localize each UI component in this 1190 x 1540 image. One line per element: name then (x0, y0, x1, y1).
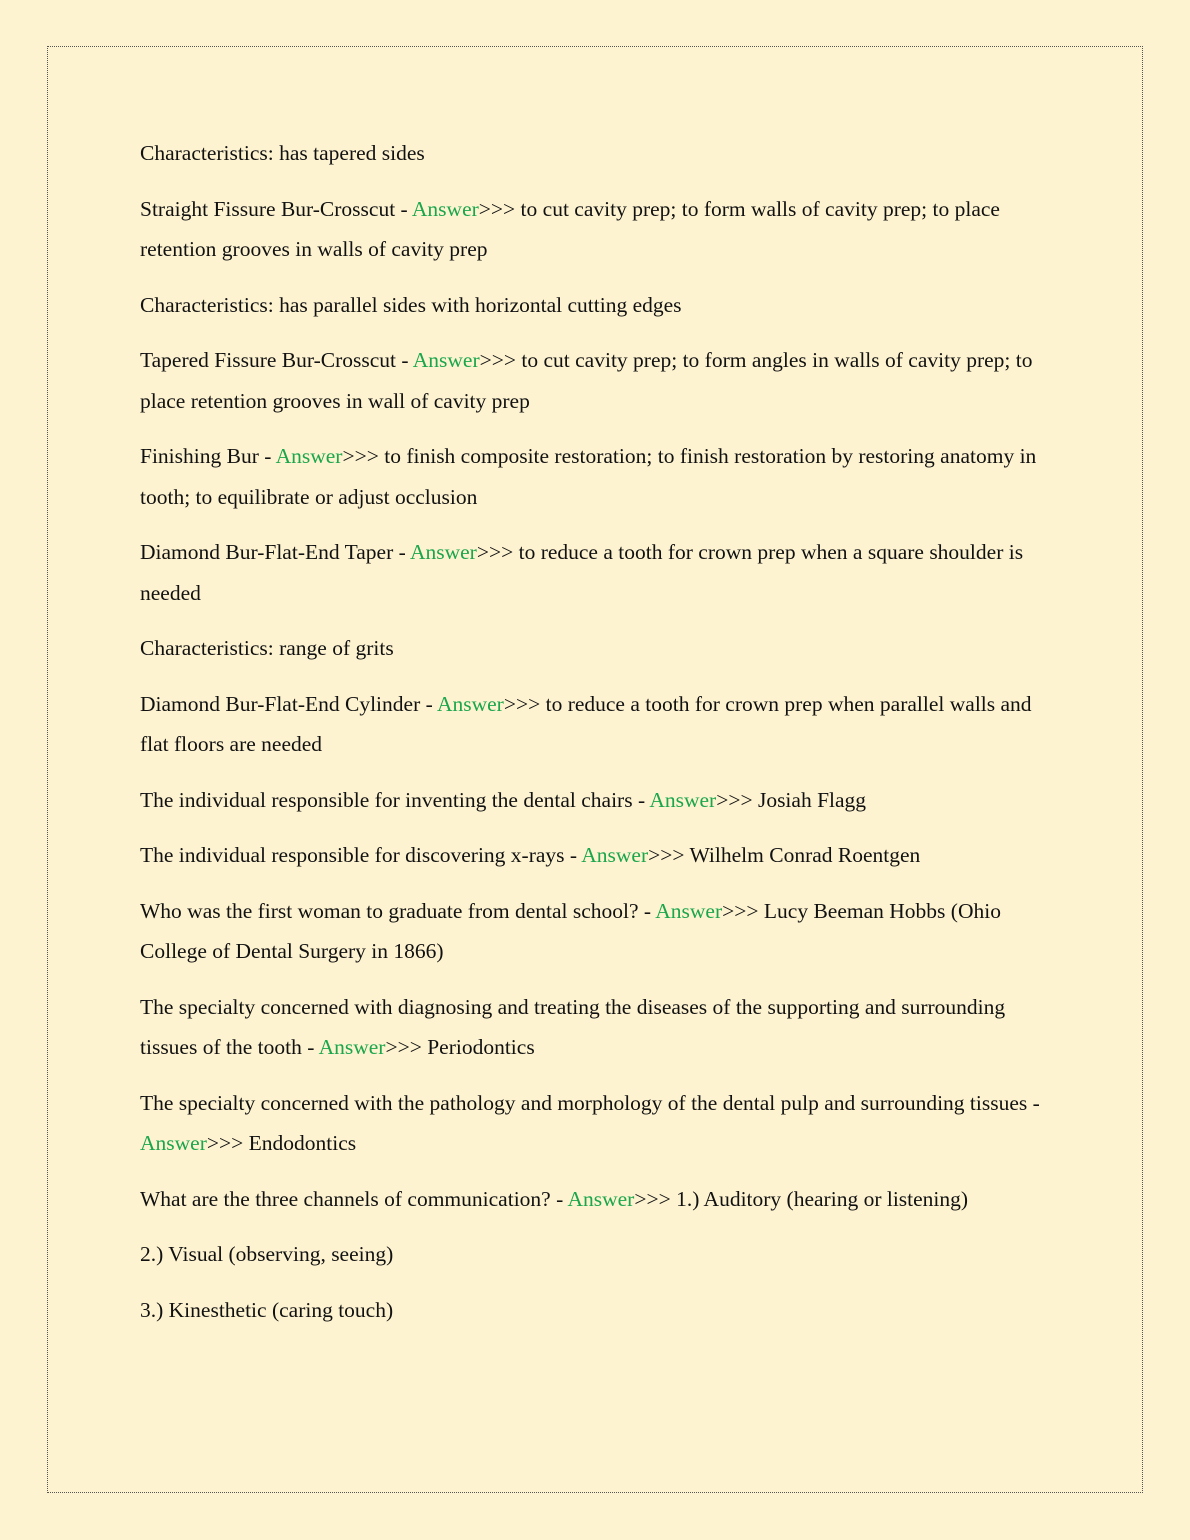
answer-text: to cut cavity prep; to form angles in walls of cavity prep; to place retention grooves in wall of cavity prep (140, 348, 1033, 413)
answer-text: Lucy Beeman Hobbs (Ohio College of Dental Surgery in 1866) (140, 898, 1001, 963)
answer-label: Answer (318, 1035, 386, 1059)
answer-text: 1.) Auditory (hearing or listening) (670, 1186, 969, 1211)
paragraph-text: 3.) Kinesthetic (caring touch) (140, 1297, 394, 1322)
qa-paragraph (140, 684, 1055, 765)
answer-label: Answer (655, 898, 723, 923)
question-text: The individual responsible for discovering x-rays - (140, 843, 582, 867)
answer-arrow: >>> (634, 1186, 671, 1211)
question-text: Diamond Bur-Flat-End Taper - (140, 540, 410, 564)
answer-arrow: >>> (716, 787, 753, 812)
question-text: The individual responsible for inventing the dental chairs - (140, 787, 650, 812)
answer-arrow: >>> (342, 444, 379, 468)
qa-paragraph (140, 891, 1055, 972)
answer-arrow: >>> (648, 843, 685, 867)
qa-paragraph (140, 436, 1055, 517)
question-text: Finishing Bur - (140, 444, 276, 468)
qa-paragraph (140, 340, 1055, 421)
qa-paragraph (140, 1083, 1055, 1164)
answer-label: Answer (581, 843, 649, 867)
answer-label: Answer (275, 444, 343, 468)
question-text: The specialty concerned with diagnosing and treating the diseases of the supporting and surrounding tissues of the tooth - (140, 994, 1006, 1059)
answer-arrow: >>> (503, 691, 541, 716)
answer-arrow: >>> (206, 1131, 244, 1155)
answer-label: Answer (649, 787, 717, 812)
answer-text: to reduce a tooth for crown prep when a square shoulder is needed (140, 540, 1024, 605)
answer-text: Periodontics (421, 1035, 535, 1059)
question-text: Straight Fissure Bur-Crosscut - (140, 196, 412, 221)
question-text: The specialty concerned with the pathology and morphology of the dental pulp and surrounding tissues - (140, 1090, 1040, 1115)
answer-label: Answer (411, 196, 479, 221)
paragraph (140, 285, 1055, 326)
answer-text: Wilhelm Conrad Roentgen (684, 843, 921, 867)
answer-arrow: >>> (385, 1035, 422, 1059)
question-text: Tapered Fissure Bur-Crosscut - (140, 348, 413, 372)
answer-arrow: >>> (722, 898, 759, 923)
paragraph-text: 2.) Visual (observing, seeing) (140, 1242, 394, 1266)
paragraph (140, 1234, 1055, 1275)
answer-label: Answer (436, 691, 504, 716)
qa-paragraph (140, 780, 1055, 821)
paragraph-text: Characteristics: has tapered sides (140, 141, 425, 165)
answer-label: Answer (412, 348, 480, 372)
answer-arrow: >>> (478, 196, 516, 221)
paragraph-text: Characteristics: range of grits (140, 636, 394, 660)
answer-arrow: >>> (476, 540, 514, 564)
answer-text: Josiah Flagg (752, 787, 867, 812)
answer-text: to reduce a tooth for crown prep when parallel walls and flat floors are needed (140, 691, 1032, 756)
qa-paragraph (140, 189, 1055, 270)
question-text: Who was the first woman to graduate from dental school? - (140, 898, 656, 923)
answer-text: to finish composite restoration; to finish restoration by restoring anatomy in tooth; to equilibrate or adjust occlusion (140, 444, 1037, 509)
answer-text: to cut cavity prep; to form walls of cavity prep; to place retention grooves in walls of cavity prep (140, 196, 1000, 261)
document-body (140, 133, 1055, 1345)
answer-arrow: >>> (479, 348, 517, 372)
answer-label: Answer (409, 540, 477, 564)
qa-paragraph (140, 532, 1055, 613)
paragraph (140, 628, 1055, 669)
answer-label: Answer (567, 1186, 635, 1211)
paragraph (140, 133, 1055, 174)
answer-label: Answer (140, 1131, 207, 1155)
answer-text: Endodontics (243, 1131, 357, 1155)
paragraph (140, 1290, 1055, 1331)
question-text: Diamond Bur-Flat-End Cylinder - (140, 691, 437, 716)
paragraph-text: Characteristics: has parallel sides with horizontal cutting edges (140, 292, 682, 317)
qa-paragraph (140, 987, 1055, 1068)
qa-paragraph (140, 835, 1055, 876)
qa-paragraph (140, 1179, 1055, 1220)
question-text: What are the three channels of communication? - (140, 1186, 568, 1211)
